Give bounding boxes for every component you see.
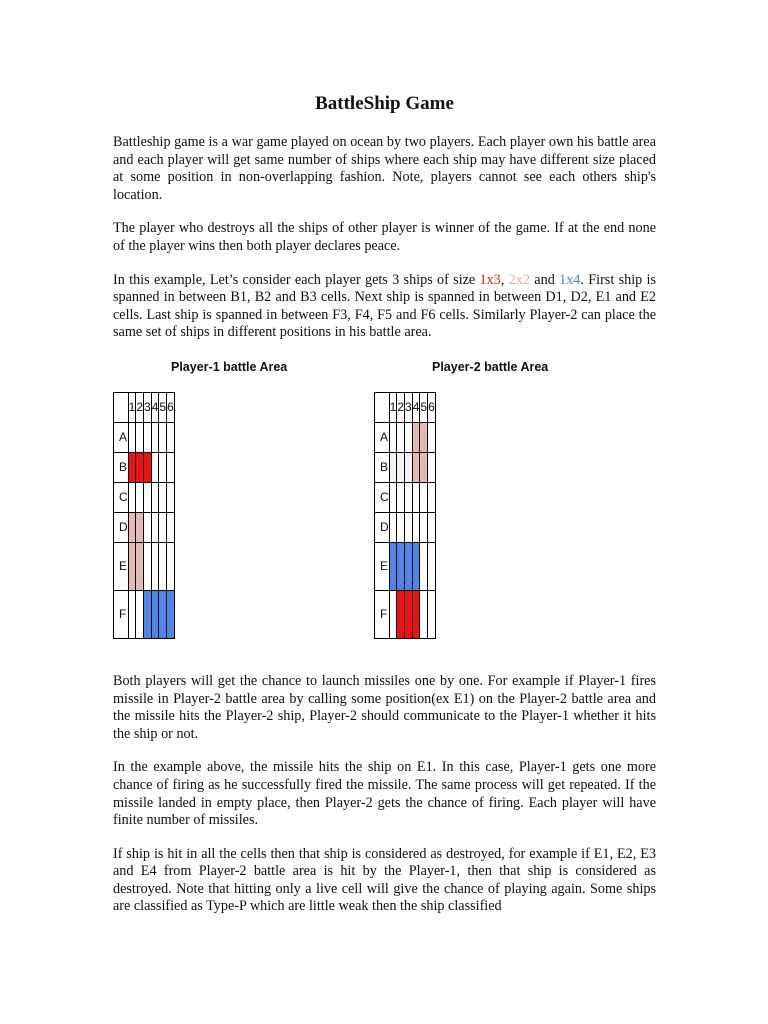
grid-cell <box>136 590 144 638</box>
grid-cell <box>389 512 397 542</box>
example-text-before: In this example, Let’s consider each player gets 3 ships of size <box>113 271 480 288</box>
ship-cell-1x3 <box>397 590 405 638</box>
grid-cell <box>144 422 152 452</box>
example-sep-1: , <box>500 271 509 288</box>
ship-cell-2x2 <box>420 452 428 482</box>
ship-cell-1x4 <box>159 590 167 638</box>
grid-cell <box>128 422 136 452</box>
grid-cell <box>420 482 428 512</box>
grid-cell <box>405 482 413 512</box>
col-header: 1 <box>389 392 397 422</box>
grid-cell <box>167 512 175 542</box>
paragraph-winner: The player who destroys all the ships of other player is winner of the game. If at the end none of the player wins then both player declares peace. <box>113 220 656 254</box>
grid-cell <box>151 512 159 542</box>
grid-cell <box>389 422 397 452</box>
row-header: E <box>375 542 390 590</box>
ship-cell-1x3 <box>136 452 144 482</box>
row-header: C <box>375 482 390 512</box>
player2-grid <box>374 392 436 639</box>
paragraph-example <box>113 272 656 342</box>
row-header: B <box>114 452 129 482</box>
grid-cell <box>389 590 397 638</box>
player1-board-title: Player-1 battle Area <box>171 359 288 374</box>
ship-cell-1x4 <box>405 542 413 590</box>
col-header: 4 <box>151 392 159 422</box>
grid-cell <box>428 422 436 452</box>
grid-cell <box>151 452 159 482</box>
grid-cell <box>167 482 175 512</box>
grid-cell <box>420 590 428 638</box>
grid-cell <box>144 512 152 542</box>
ship-cell-1x4 <box>151 590 159 638</box>
battle-areas <box>113 360 656 665</box>
paragraph-missiles: Both players will get the chance to launch missiles one by one. For example if Player-1 fires missile in Player-2 battle area by calling some position(ex E1) on the Player-2 battle area and the missile hits the Player-2 ship, Player-2 should communicate to the Player-1 whether it hits the ship or not. <box>113 672 656 742</box>
ship-cell-2x2 <box>412 422 420 452</box>
grid-cell <box>167 542 175 590</box>
grid-cell <box>428 542 436 590</box>
ship-cell-2x2 <box>128 542 136 590</box>
ship-cell-2x2 <box>136 512 144 542</box>
grid-cell <box>412 512 420 542</box>
grid-cell <box>397 482 405 512</box>
row-header: F <box>375 590 390 638</box>
ship-cell-1x4 <box>144 590 152 638</box>
grid-corner <box>375 392 390 422</box>
row-header: D <box>114 512 129 542</box>
grid-cell <box>405 422 413 452</box>
grid-cell <box>428 452 436 482</box>
row-header: D <box>375 512 390 542</box>
grid-cell <box>159 512 167 542</box>
ship-cell-1x3 <box>128 452 136 482</box>
grid-cell <box>389 452 397 482</box>
grid-cell <box>389 482 397 512</box>
grid-cell <box>397 452 405 482</box>
grid-cell <box>420 542 428 590</box>
grid-cell <box>167 452 175 482</box>
grid-cell <box>167 422 175 452</box>
ship-cell-1x4 <box>397 542 405 590</box>
paragraph-destroyed: If ship is hit in all the cells then that ship is considered as destroyed, for example if E1, E2, E3 and E4 from Player-2 battle area is hit by the Player-1, then that ship is considered as destroyed. Note that hitting only a live cell will give the chance of playing again. Some ships are classified as Type-P which are little weak then the ship classified <box>113 845 656 915</box>
col-header: 2 <box>397 392 405 422</box>
player2-board-title: Player-2 battle Area <box>432 359 549 374</box>
ship-cell-2x2 <box>420 422 428 452</box>
example-text-after: . First ship is spanned in between B1, B2 and B3 cells. Next ship is spanned in between D1, D2, E1 and E2 cells. Last ship is spanned in between F3, F4, F5 and F6 cells. Similarly Player-2 can place the same set of ships in different positions in his battle area. <box>113 271 657 341</box>
grid-cell <box>405 452 413 482</box>
ship-cell-2x2 <box>136 542 144 590</box>
grid-cell <box>128 590 136 638</box>
grid-cell <box>159 452 167 482</box>
grid-cell <box>128 482 136 512</box>
paragraph-hit-example: In the example above, the missile hits the ship on E1. In this case, Player-1 gets one more chance of firing as he successfully fired the missile. The same process will get repeated. If the missile landed in empty place, then Player-2 gets the chance of firing. Each player will have finite number of missiles. <box>113 759 656 829</box>
row-header: E <box>114 542 129 590</box>
grid-cell <box>159 542 167 590</box>
paragraph-intro: Battleship game is a war game played on ocean by two players. Each player own his battle area and each player will get same number of ships where each ship may have different size placed at some position in non-overlapping fashion. Note, players cannot see each others ship's location. <box>113 134 656 203</box>
row-header: A <box>375 422 390 452</box>
grid-cell <box>136 422 144 452</box>
col-header: 2 <box>136 392 144 422</box>
grid-cell <box>397 422 405 452</box>
col-header: 5 <box>159 392 167 422</box>
grid-cell <box>428 482 436 512</box>
document-title: BattleShip Game <box>315 93 454 114</box>
grid-cell <box>428 590 436 638</box>
col-header: 6 <box>428 392 436 422</box>
grid-cell <box>397 512 405 542</box>
col-header: 3 <box>144 392 152 422</box>
row-header: C <box>114 482 129 512</box>
player1-grid <box>113 392 175 639</box>
ship-size-1x4: 1x4 <box>559 271 581 288</box>
ship-cell-1x3 <box>144 452 152 482</box>
grid-cell <box>159 422 167 452</box>
grid-cell <box>159 482 167 512</box>
grid-corner <box>114 392 129 422</box>
grid-cell <box>420 512 428 542</box>
row-header: B <box>375 452 390 482</box>
grid-cell <box>144 482 152 512</box>
grid-cell <box>151 542 159 590</box>
grid-cell <box>151 482 159 512</box>
grid-cell <box>405 512 413 542</box>
col-header: 3 <box>405 392 413 422</box>
col-header: 5 <box>420 392 428 422</box>
col-header: 4 <box>412 392 420 422</box>
ship-cell-1x3 <box>412 590 420 638</box>
ship-size-2x2: 2x2 <box>508 271 530 288</box>
ship-cell-1x3 <box>405 590 413 638</box>
row-header: A <box>114 422 129 452</box>
grid-cell <box>144 542 152 590</box>
grid-cell <box>412 482 420 512</box>
col-header: 6 <box>167 392 175 422</box>
document-page <box>113 92 656 916</box>
grid-cell <box>136 482 144 512</box>
example-sep-2: and <box>529 271 560 288</box>
ship-cell-1x4 <box>412 542 420 590</box>
grid-cell <box>428 512 436 542</box>
ship-cell-2x2 <box>128 512 136 542</box>
ship-cell-1x4 <box>167 590 175 638</box>
grid-cell <box>151 422 159 452</box>
ship-size-1x3: 1x3 <box>479 271 501 288</box>
col-header: 1 <box>128 392 136 422</box>
ship-cell-2x2 <box>412 452 420 482</box>
ship-cell-1x4 <box>389 542 397 590</box>
row-header: F <box>114 590 129 638</box>
